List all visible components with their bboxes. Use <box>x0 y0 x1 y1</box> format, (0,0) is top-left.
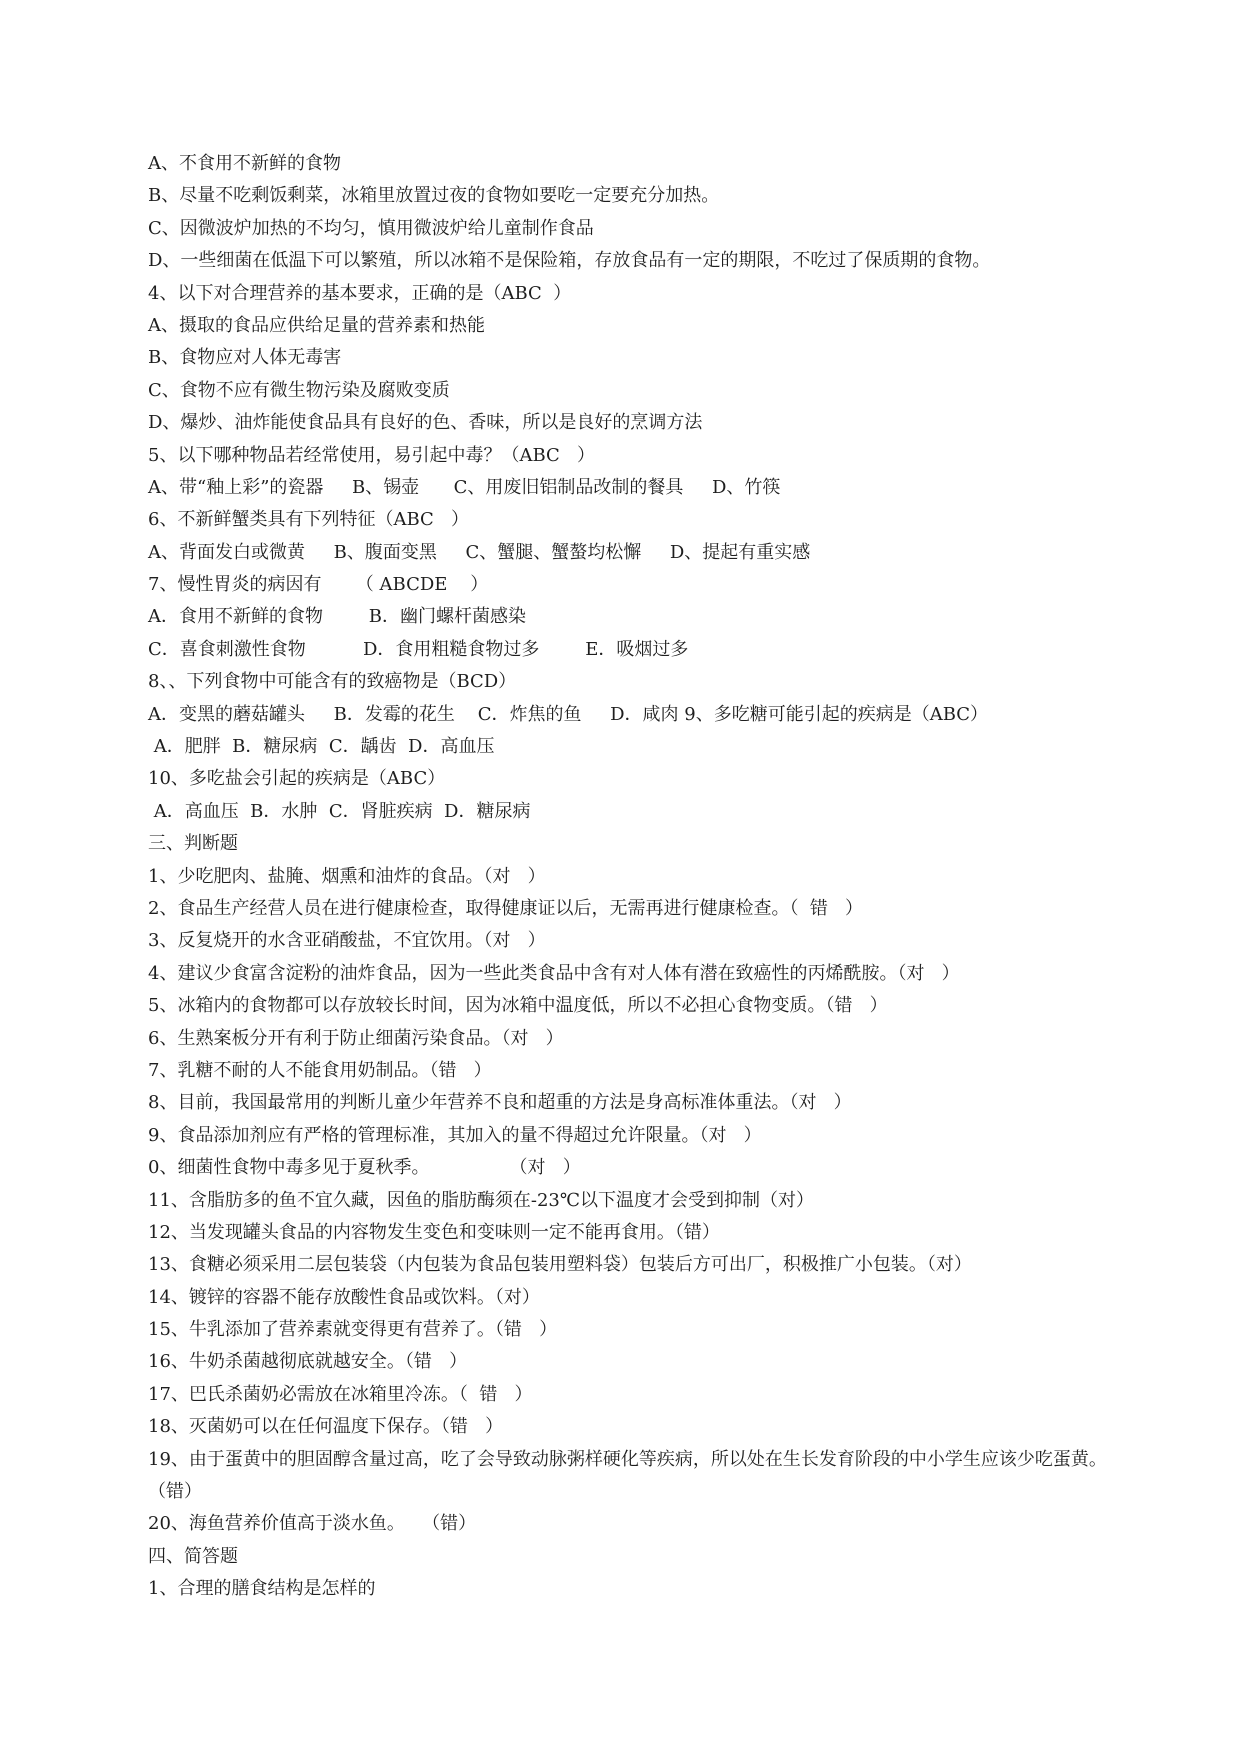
judgement-line: 1、少吃肥肉、盐腌、烟熏和油炸的食品。（对 ） <box>148 865 546 887</box>
judgement-line: 16、牛奶杀菌越彻底就越安全。（错 ） <box>148 1351 468 1373</box>
judgement-line: 4、建议少食富含淀粉的油炸食品，因为一些此类食品中含有对人体有潜在致癌性的丙烯酰胺。（对 ） <box>148 962 960 984</box>
options-line: A．变黑的蘑菇罐头 B．发霉的花生 C．炸焦的鱼 D．咸肉 9、多吃糖可能引起的疾病是（ABC） <box>148 703 989 725</box>
judgement-line: 11、含脂肪多的鱼不宜久藏，因鱼的脂肪酶须在-23℃以下温度才会受到抑制（对） <box>148 1189 815 1211</box>
judgement-line: 14、镀锌的容器不能存放酸性食品或饮料。（对） <box>148 1286 540 1308</box>
question-line: 5、以下哪种物品若经常使用，易引起中毒？（ABC ） <box>148 444 595 466</box>
section-heading: 三、判断题 <box>148 833 238 855</box>
text-line: B、食物应对人体无毒害 <box>148 347 342 369</box>
text-line: A、不食用不新鲜的食物 <box>148 153 341 174</box>
text-line: C、食物不应有微生物污染及腐败变质 <box>148 379 450 401</box>
judgement-line: 13、食糖必须采用二层包装袋（内包装为食品包装用塑料袋）包装后方可出厂，积极推广小包装。（对） <box>148 1254 972 1276</box>
judgement-line: 6、生熟案板分开有利于防止细菌污染食品。（对 ） <box>148 1027 564 1049</box>
judgement-line: 19、由于蛋黄中的胆固醇含量过高，吃了会导致动脉粥样硬化等疾病，所以处在生长发育阶段的中小学生应该少吃蛋黄。 （错） <box>148 1448 1125 1503</box>
options-line: A．食用不新鲜的食物 B．幽门螺杆菌感染 <box>148 606 526 628</box>
judgement-line: 7、乳糖不耐的人不能食用奶制品。（错 ） <box>148 1059 492 1081</box>
text-line: C、因微波炉加热的不均匀，慎用微波炉给儿童制作食品 <box>148 217 594 239</box>
question-line: 8、、下列食物中可能含有的致癌物是（BCD） <box>148 671 517 693</box>
text-line: D、一些细菌在低温下可以繁殖，所以冰箱不是保险箱，存放食品有一定的期限，不吃过了保质期的食物。 <box>148 250 991 272</box>
options-line: A、背面发白或微黄 B、腹面变黑 C、蟹腿、蟹螯均松懈 D、提起有重实感 <box>148 541 811 563</box>
options-line: C．喜食刺激性食物 D．食用粗糙食物过多 E．吸烟过多 <box>148 638 689 660</box>
judgement-line: 15、牛乳添加了营养素就变得更有营养了。（错 ） <box>148 1319 558 1341</box>
judgement-line: 9、食品添加剂应有严格的管理标准，其加入的量不得超过允许限量。（对 ） <box>148 1124 762 1146</box>
judgement-line: 20、海鱼营养价值高于淡水鱼。 （错） <box>148 1513 477 1535</box>
judgement-line: 8、目前，我国最常用的判断儿童少年营养不良和超重的方法是身高标准体重法。（对 ） <box>148 1092 852 1114</box>
judgement-line: 17、巴氏杀菌奶必需放在冰箱里冷冻。（ 错 ） <box>148 1383 533 1405</box>
options-line: A、带“釉上彩”的瓷器 B、锡壶 C、用废旧铝制品改制的餐具 D、竹筷 <box>148 476 781 498</box>
document-page <box>148 148 1125 1606</box>
judgement-line: 3、反复烧开的水含亚硝酸盐，不宜饮用。（对 ） <box>148 930 546 952</box>
text-line: B、尽量不吃剩饭剩菜，冰箱里放置过夜的食物如要吃一定要充分加热。 <box>148 185 720 207</box>
judgement-line: 5、冰箱内的食物都可以存放较长时间，因为冰箱中温度低，所以不必担心食物变质。（错 ） <box>148 995 888 1017</box>
question-line: 1、合理的膳食结构是怎样的 <box>148 1578 376 1600</box>
judgement-line: 18、灭菌奶可以在任何温度下保存。（错 ） <box>148 1416 504 1438</box>
judgement-line: 12、当发现罐头食品的内容物发生变色和变味则一定不能再食用。（错） <box>148 1221 720 1243</box>
section-heading: 四、简答题 <box>148 1545 238 1567</box>
question-line: 6、不新鲜蟹类具有下列特征（ABC ） <box>148 509 469 531</box>
judgement-line: 2、食品生产经营人员在进行健康检查，取得健康证以后，无需再进行健康检查。（ 错 ） <box>148 897 864 919</box>
options-line: A．高血压 B．水肿 C．肾脏疾病 D．糖尿病 <box>148 800 531 822</box>
question-line: 10、多吃盐会引起的疾病是（ABC） <box>148 768 446 790</box>
judgement-line: 0、细菌性食物中毒多见于夏秋季。 （对 ） <box>148 1157 581 1179</box>
question-line: 7、慢性胃炎的病因有 （ ABCDE ） <box>148 574 489 596</box>
text-line: D、爆炒、油炸能使食品具有良好的色、香味，所以是良好的烹调方法 <box>148 412 703 434</box>
options-line: A．肥胖 B．糖尿病 C．龋齿 D．高血压 <box>148 736 495 758</box>
text-line: A、摄取的食品应供给足量的营养素和热能 <box>148 314 485 336</box>
question-line: 4、以下对合理营养的基本要求，正确的是（ABC ） <box>148 282 572 304</box>
